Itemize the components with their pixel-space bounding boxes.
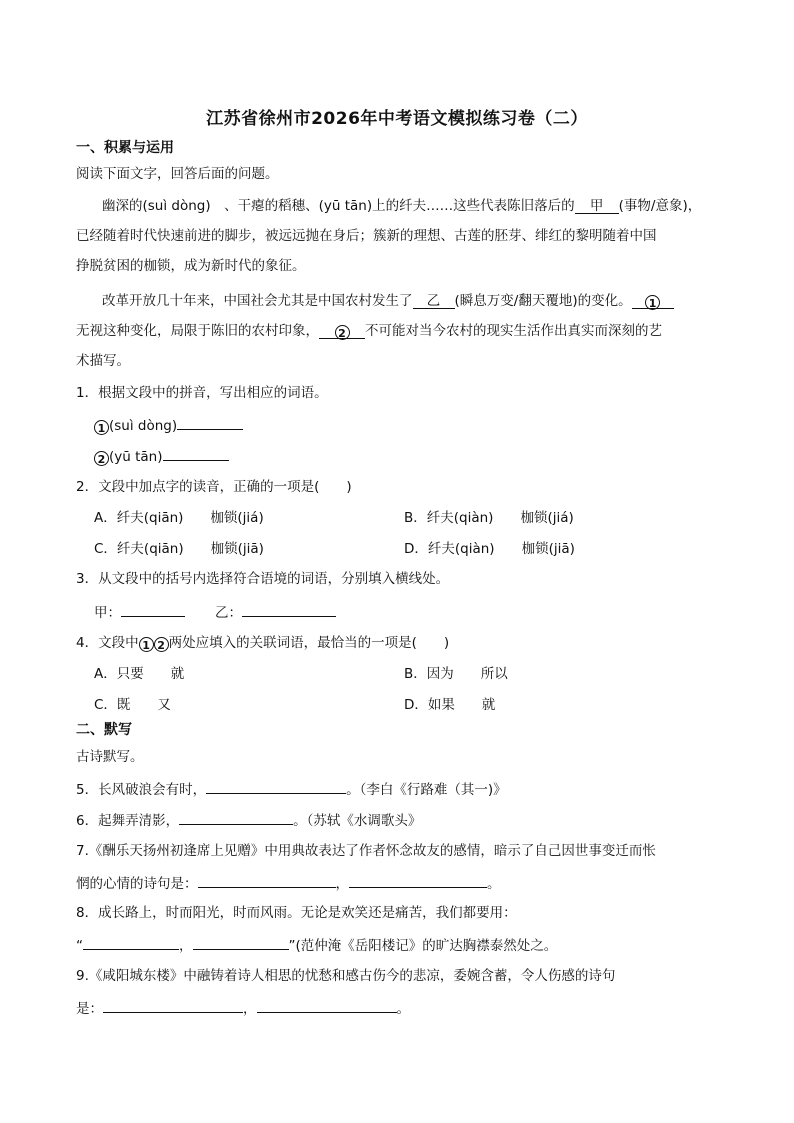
question-3-answers: [94, 602, 336, 622]
question-text: 5．长风破浪会有时，: [76, 782, 207, 798]
answer-blank[interactable]: [177, 415, 243, 430]
question-1: 1．根据文段中的拼音，写出相应的词语。: [76, 385, 328, 401]
answer-blank[interactable]: [83, 935, 179, 950]
passage-paragraph1-line3: 挣脱贫困的枷锁，成为新时代的象征。: [76, 258, 306, 274]
label-yi: 乙：: [215, 605, 242, 621]
blank-circle2[interactable]: [319, 324, 365, 339]
question-6: [76, 810, 421, 830]
circled-number-2: 2: [94, 451, 109, 466]
page-title: 江苏省徐州市2026年中考语文模拟练习卷（二）: [206, 109, 588, 129]
question-4: [76, 634, 449, 652]
passage-text: 改革开放几十年来，中国社会尤其是中国农村发生了: [102, 293, 413, 309]
question-4-option-c[interactable]: C．既 又: [94, 697, 171, 713]
punctuation: ，: [243, 1001, 257, 1017]
question-2-option-d[interactable]: D．纤夫(qiàn) 枷锁(jiā): [404, 541, 575, 557]
question-text: 是：: [76, 1001, 103, 1017]
question-2-option-c[interactable]: C．纤夫(qiān) 枷锁(jiā): [94, 541, 264, 557]
answer-blank[interactable]: [198, 873, 336, 888]
passage-paragraph1-line1: [102, 197, 701, 215]
passage-text: 幽深的(suì dòng) 、干瘪的稻穗、(yū tān)上的纤夫……这些代表陈旧落后的: [102, 198, 575, 214]
circled-number-1: 1: [139, 637, 154, 652]
question-4-option-b[interactable]: B．因为 所以: [404, 666, 508, 682]
punctuation: ，: [179, 938, 193, 954]
question-7-line1: 7.《酬乐天扬州初逢席上见赠》中用典故表达了作者怀念故友的感情，暗示了自己因世事变迁而怅: [76, 843, 656, 859]
label-jia: 甲：: [94, 605, 121, 621]
section2-heading: 二、默写: [76, 722, 132, 738]
blank-yi[interactable]: 乙: [413, 294, 455, 309]
punctuation: 。: [396, 1001, 410, 1017]
question-5: [76, 779, 507, 799]
circled-number-1: 1: [645, 295, 660, 310]
answer-blank[interactable]: [163, 446, 229, 461]
blank-circle1[interactable]: [632, 294, 674, 309]
question-source: 。（李白《行路难（其一)》: [346, 782, 507, 798]
answer-blank[interactable]: [349, 873, 487, 888]
answer-blank-jia[interactable]: [121, 602, 185, 617]
section1-instruction: 阅读下面文字，回答后面的问题。: [76, 166, 279, 182]
question-7-line2: [76, 873, 501, 893]
question-9-line1: 9.《咸阳城东楼》中融铸着诗人相思的忧愁和感古伤今的悲凉，委婉含蓄，令人伤感的诗句: [76, 968, 616, 984]
question-8-line2: [76, 935, 557, 955]
answer-blank[interactable]: [103, 998, 243, 1013]
punctuation: 。: [487, 876, 501, 892]
pinyin: (yū tān): [109, 449, 163, 465]
circled-number-2: 2: [154, 637, 169, 652]
question-1-item-1: [94, 415, 243, 435]
question-text: 惘的心情的诗句是：: [76, 876, 198, 892]
passage-text: (事物/意象)，: [618, 198, 702, 214]
section2-instruction: 古诗默写。: [76, 749, 144, 765]
pinyin: (suì dòng): [109, 418, 178, 434]
answer-blank[interactable]: [179, 810, 293, 825]
passage-text: 不可能对当今农村的现实生活作出真实而深刻的艺: [365, 323, 662, 339]
question-3: 3．从文段中的括号内选择符合语境的词语，分别填入横线处。: [76, 571, 450, 587]
passage-paragraph2-line2: [76, 322, 662, 340]
answer-blank[interactable]: [206, 779, 346, 794]
passage-paragraph2-line3: 术描写。: [76, 353, 130, 369]
question-source: 。（苏轼《水调歌头》: [293, 813, 422, 829]
question-1-item-2: [94, 446, 229, 466]
question-2: 2．文段中加点字的读音，正确的一项是( ): [76, 479, 352, 495]
question-source: ”(范仲淹《岳阳楼记》的旷达胸襟泰然处之。: [288, 938, 558, 954]
circled-number-2: 2: [335, 325, 350, 340]
section1-heading: 一、积累与运用: [76, 140, 174, 156]
question-2-option-a[interactable]: A．纤夫(qiān) 枷锁(jiá): [94, 510, 264, 526]
punctuation: “: [76, 938, 83, 954]
question-2-option-b[interactable]: B．纤夫(qiàn) 枷锁(jiá): [404, 510, 574, 526]
blank-jia[interactable]: 甲: [575, 199, 619, 214]
question-text: 两处应填入的关联词语，最恰当的一项是( ): [168, 635, 450, 651]
question-text: 4．文段中: [76, 635, 139, 651]
passage-paragraph1-line2: 已经随着时代快速前进的脚步，被远远抛在身后；簇新的理想、古莲的胚芽、绯红的黎明随着中国: [76, 228, 657, 244]
passage-text: 无视这种变化，局限于陈旧的农村印象，: [76, 323, 319, 339]
answer-blank-yi[interactable]: [242, 602, 336, 617]
question-9-line2: [76, 998, 410, 1018]
question-text: 6．起舞弄清影，: [76, 813, 180, 829]
question-4-option-a[interactable]: A．只要 就: [94, 666, 185, 682]
passage-text: (瞬息万变/翻天覆地)的变化。: [454, 293, 632, 309]
question-4-option-d[interactable]: D．如果 就: [404, 697, 496, 713]
answer-blank[interactable]: [193, 935, 289, 950]
question-8-line1: 8．成长路上，时而阳光，时而风雨。无论是欢笑还是痛苦，我们都要用：: [76, 905, 517, 921]
punctuation: ，: [335, 876, 349, 892]
answer-blank[interactable]: [257, 998, 397, 1013]
passage-paragraph2-line1: [102, 292, 674, 310]
circled-number-1: 1: [94, 420, 109, 435]
